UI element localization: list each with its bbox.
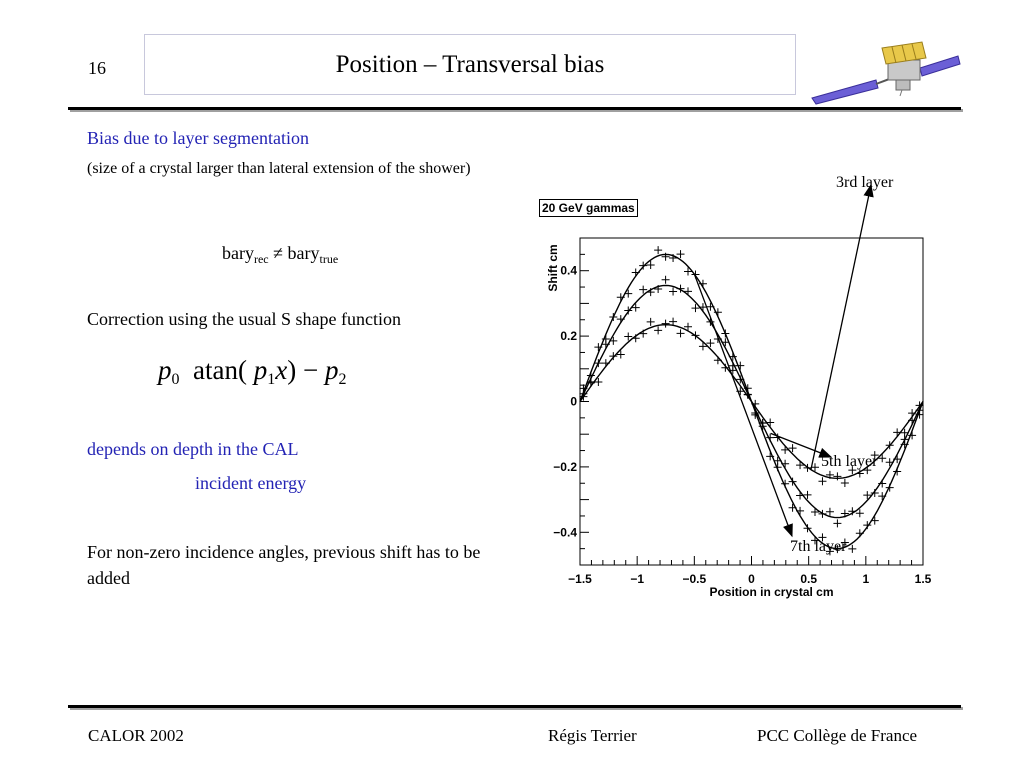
nonzero-text: For non-zero incidence angles, previous shift has to be added	[87, 542, 481, 588]
y-tick-label: −0.4	[553, 525, 577, 540]
depends-line-2: incident energy	[195, 473, 307, 493]
bary-rec-base: bary	[222, 243, 254, 263]
bary-rec-sub: rec	[253, 252, 269, 266]
x-tick-label: 1	[862, 572, 870, 586]
formula-minus: −	[302, 355, 319, 385]
x-tick-label: −1.5	[568, 572, 592, 586]
x-tick-label: −1	[630, 572, 645, 586]
bary-relation	[222, 243, 338, 267]
formula-p1: p	[253, 355, 268, 385]
footer-center: Régis Terrier	[548, 726, 637, 745]
formula-p2: p	[324, 355, 339, 385]
x-tick-label: 1.5	[914, 572, 932, 586]
footer-rule	[68, 705, 961, 708]
correction-text: Correction using the usual S shape function	[87, 309, 401, 329]
chart-title: 20 GeV gammas	[539, 199, 638, 217]
y-tick-label: −0.2	[553, 459, 577, 474]
slide-title: Position – Transversal bias	[335, 51, 605, 78]
s-shape-formula	[158, 355, 346, 389]
title-box	[144, 34, 796, 95]
not-equal-sign: ≠	[273, 243, 284, 263]
formula-sub-2: 2	[338, 371, 347, 388]
annotation-label: 7th layer	[790, 538, 847, 555]
y-tick-label: 0.2	[560, 329, 577, 344]
annotation-label: 5th layer	[821, 453, 878, 470]
formula-p0: p	[158, 355, 172, 385]
footer-left: CALOR 2002	[88, 726, 184, 745]
formula-x: x	[275, 355, 288, 385]
satellite-icon	[808, 38, 968, 106]
header-rule	[68, 107, 961, 110]
x-tick-label: −0.5	[682, 572, 707, 586]
bary-true-sub: true	[319, 252, 339, 266]
x-tick-label: 0	[748, 572, 755, 586]
x-axis-label: Position in crystal cm	[709, 585, 834, 599]
formula-sub-1: 1	[267, 371, 276, 388]
bary-true-base: bary	[287, 243, 320, 263]
formula-lparen: (	[237, 355, 247, 385]
subnote: (size of a crystal larger than lateral extension of the shower)	[87, 160, 471, 177]
footer-right: PCC Collège de France	[757, 726, 918, 745]
y-tick-label: 0	[570, 394, 577, 409]
y-axis-label: Shift cm	[546, 244, 560, 292]
slide-number: 16	[88, 58, 106, 78]
y-tick-label: 0.4	[560, 263, 577, 278]
depends-line-1: depends on depth in the CAL	[87, 439, 299, 459]
formula-atan: atan	[193, 355, 238, 385]
annotation-label: 3rd layer	[836, 174, 894, 191]
x-tick-label: 0.5	[800, 572, 818, 586]
formula-rparen: )	[287, 355, 297, 385]
section-heading: Bias due to layer segmentation	[87, 128, 309, 148]
satellite-logo	[808, 38, 968, 106]
formula-sub-0: 0	[171, 371, 180, 388]
